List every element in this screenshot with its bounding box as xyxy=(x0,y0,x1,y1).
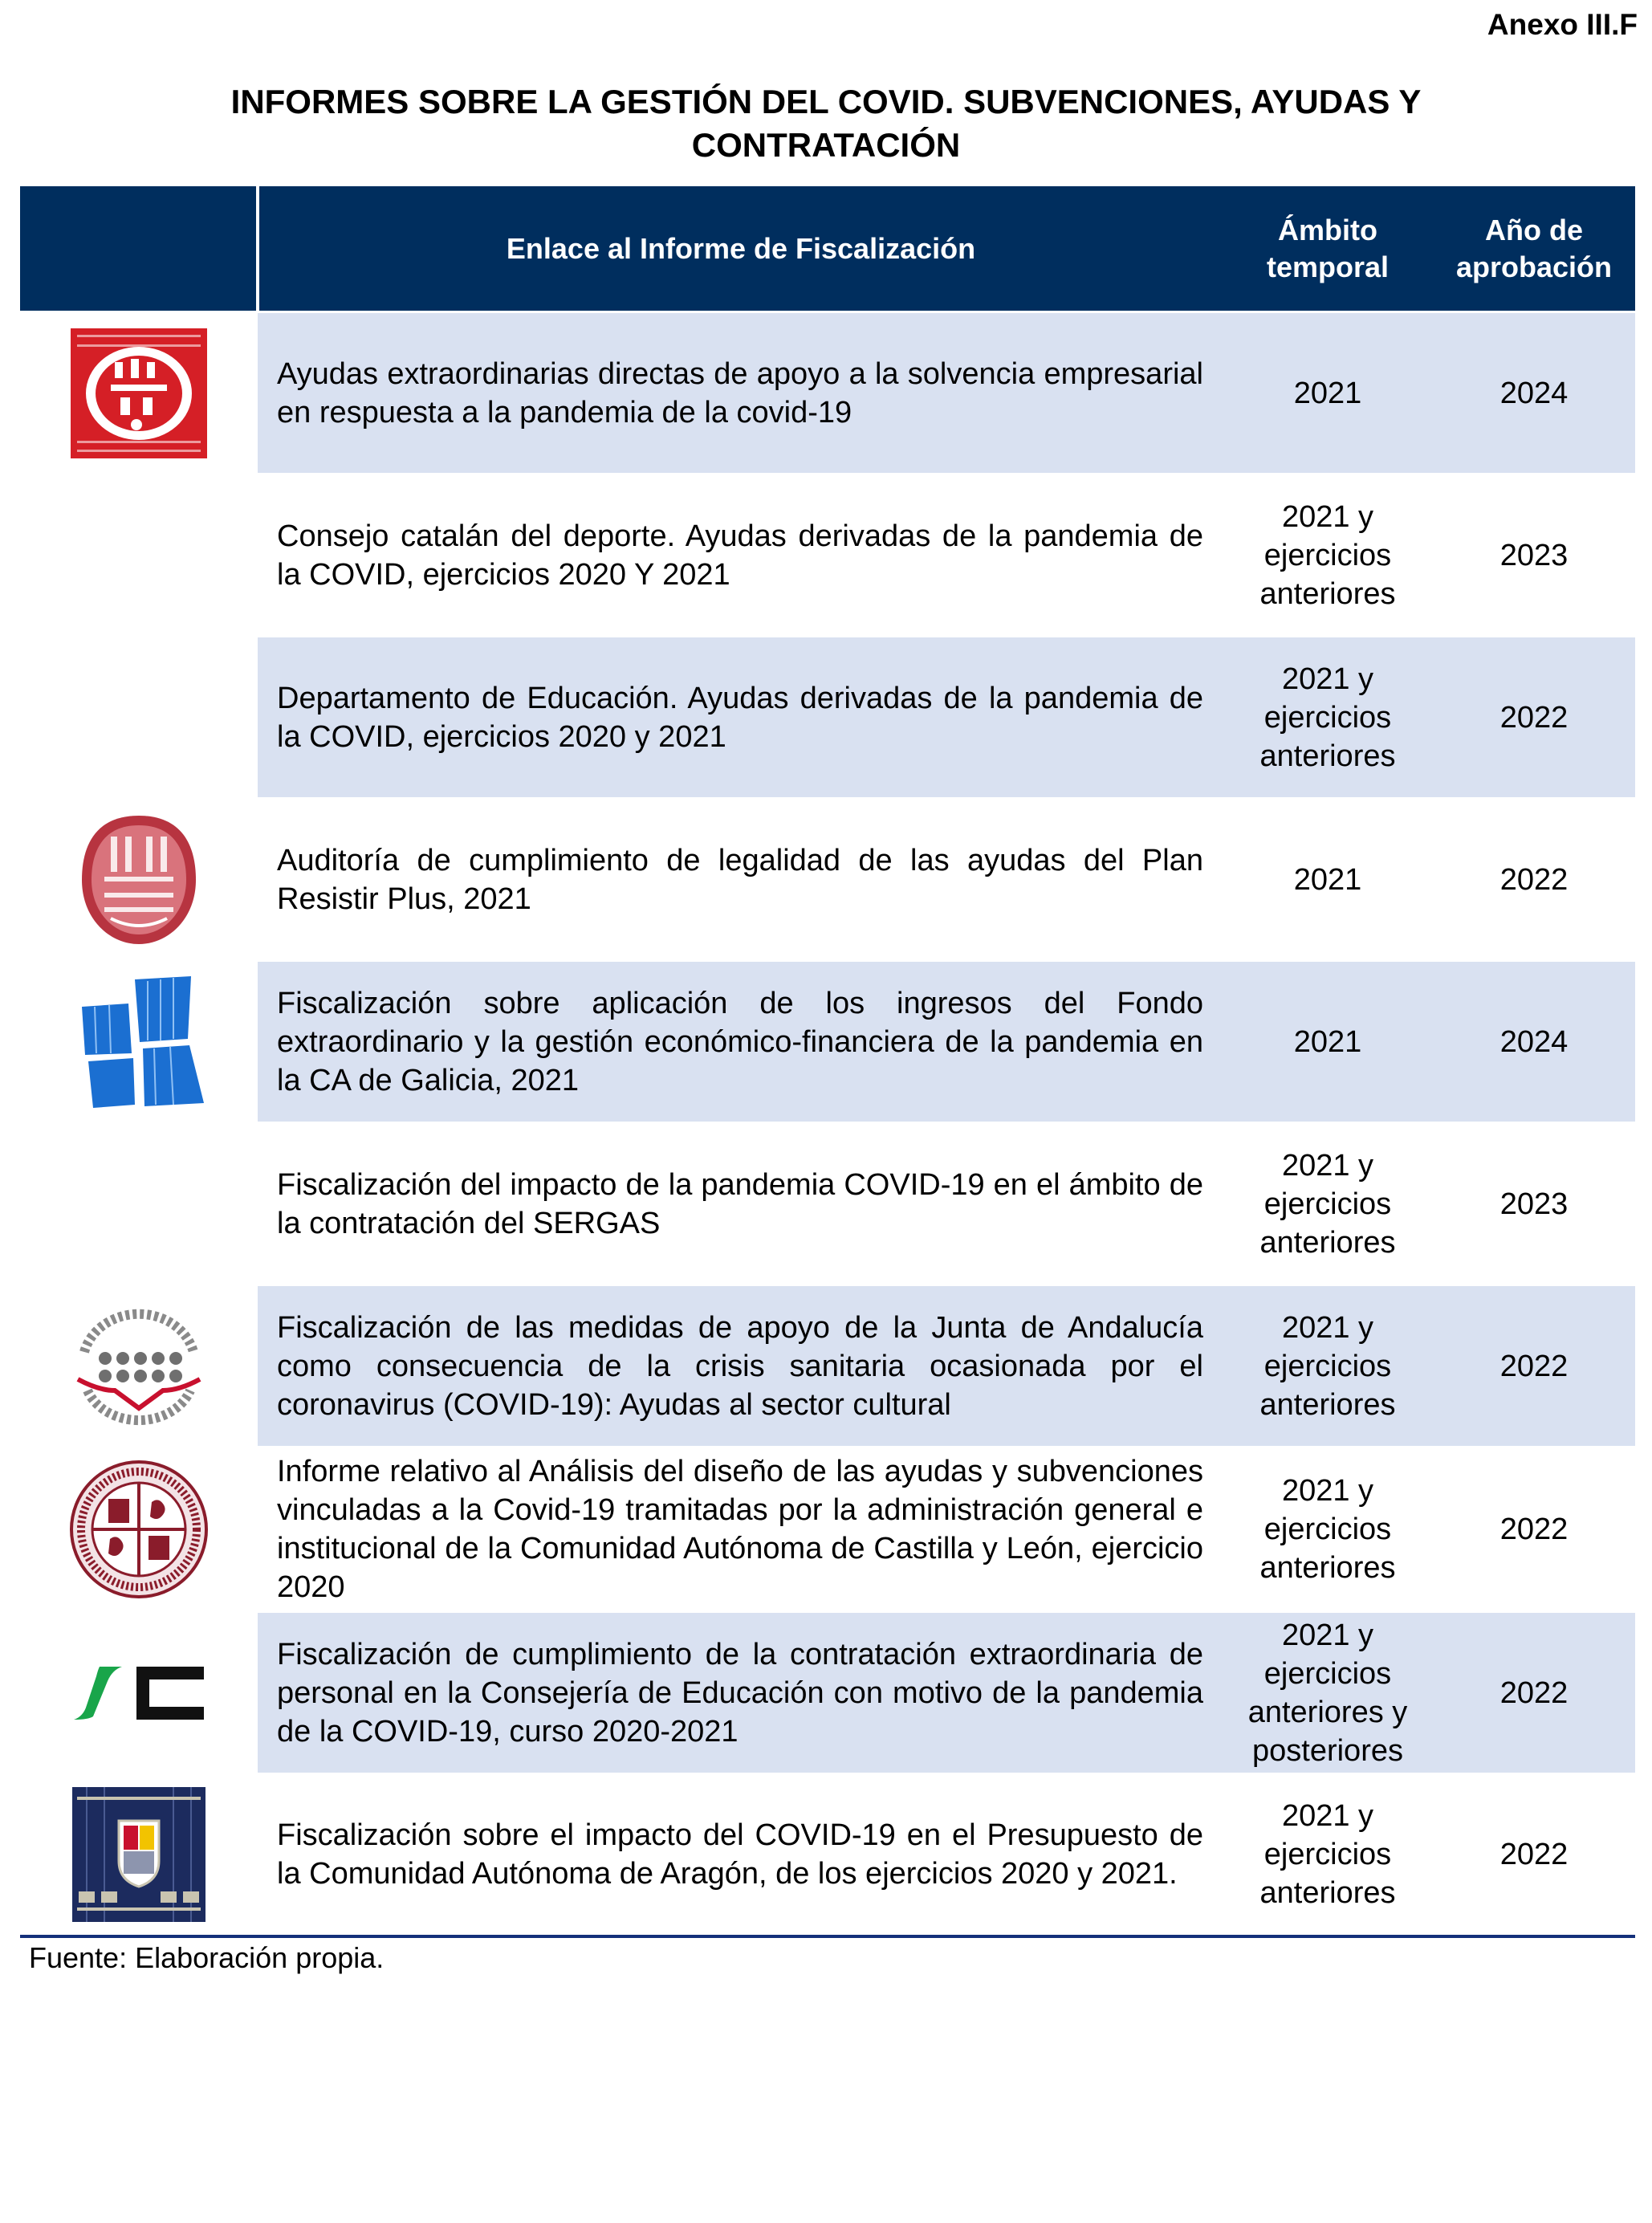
header-scope-line-1: Ámbito xyxy=(1278,213,1377,246)
header-logo-column xyxy=(20,186,258,312)
title-line-1: INFORMES SOBRE LA GESTIÓN DEL COVID. SUBVENCIONES, AYUDAS Y xyxy=(230,83,1422,120)
year-cell: 2023 xyxy=(1433,1123,1635,1285)
page-title xyxy=(88,80,1564,167)
table-row xyxy=(20,1123,1635,1285)
table-header-row xyxy=(20,186,1635,312)
year-cell: 2024 xyxy=(1433,961,1635,1123)
table-row xyxy=(20,1285,1635,1447)
table-row xyxy=(20,961,1635,1123)
annex-label: Anexo III.F xyxy=(1487,8,1638,41)
report-link[interactable]: Fiscalización del impacto de la pandemia COVID-19 en el ámbito de la contratación del SERGAS xyxy=(258,1123,1223,1285)
table-row xyxy=(20,1612,1635,1774)
year-cell: 2022 xyxy=(1433,637,1635,799)
table-row xyxy=(20,637,1635,799)
consejo-cuentas-castilla-leon-logo xyxy=(68,1459,210,1600)
scope-cell: 2021 y ejercicios anteriores xyxy=(1223,1774,1433,1936)
scope-cell: 2021 xyxy=(1223,799,1433,961)
report-link[interactable]: Fiscalización de cumplimiento de la contratación extraordinaria de personal en la Consejería de Educación con motivo de la pandemia de la COVID-19, curso 2020-2021 xyxy=(258,1612,1223,1774)
header-scope xyxy=(1223,186,1433,312)
logo-cell xyxy=(20,312,258,474)
logo-cell xyxy=(20,1774,258,1936)
table-row xyxy=(20,474,1635,637)
camara-cuentas-aragon-logo xyxy=(72,1787,205,1922)
scope-cell: 2021 y ejercicios anteriores xyxy=(1223,1285,1433,1447)
year-cell: 2022 xyxy=(1433,1285,1635,1447)
header-year xyxy=(1433,186,1635,312)
report-link[interactable]: Auditoría de cumplimiento de legalidad de las ayudas del Plan Resistir Plus, 2021 xyxy=(258,799,1223,961)
logo-cell xyxy=(20,1123,258,1285)
report-link[interactable]: Fiscalización sobre aplicación de los ingresos del Fondo extraordinario y la gestión económico-financiera de la pandemia en la CA de Galicia, 2021 xyxy=(258,961,1223,1123)
logo-cell xyxy=(20,1447,258,1612)
logo-cell xyxy=(20,474,258,637)
year-cell: 2023 xyxy=(1433,474,1635,637)
sindicatura-baleares-logo xyxy=(72,1665,205,1721)
report-link[interactable]: Informe relativo al Análisis del diseño de las ayudas y subvenciones vinculadas a la Covid-19 tramitadas por la administración general e institucional de la Comunidad Autónoma de Castilla y León, ejercicio 2020 xyxy=(258,1447,1223,1612)
reports-table xyxy=(20,186,1635,1938)
scope-cell: 2021 y ejercicios anteriores xyxy=(1223,1447,1433,1612)
table-row xyxy=(20,312,1635,474)
camara-cuentas-andalucia-logo xyxy=(67,1296,211,1437)
year-cell: 2022 xyxy=(1433,1774,1635,1936)
year-cell: 2022 xyxy=(1433,799,1635,961)
year-cell: 2022 xyxy=(1433,1612,1635,1774)
header-link: Enlace al Informe de Fiscalización xyxy=(258,186,1223,312)
report-link[interactable]: Departamento de Educación. Ayudas derivadas de la pandemia de la COVID, ejercicios 2020 y 2021 xyxy=(258,637,1223,799)
report-link[interactable]: Ayudas extraordinarias directas de apoyo a la solvencia empresarial en respuesta a la pandemia de la covid-19 xyxy=(258,312,1223,474)
consello-contas-galicia-logo xyxy=(71,975,207,1109)
year-cell: 2024 xyxy=(1433,312,1635,474)
table-row xyxy=(20,1774,1635,1936)
header-year-line-2: aprobación xyxy=(1455,250,1613,283)
logo-cell xyxy=(20,799,258,961)
logo-cell xyxy=(20,1285,258,1447)
scope-cell: 2021 y ejercicios anteriores xyxy=(1223,1123,1433,1285)
scope-cell: 2021 xyxy=(1223,312,1433,474)
source-note: Fuente: Elaboración propia. xyxy=(29,1941,385,1974)
header-year-line-1: Año de xyxy=(1485,213,1583,246)
year-cell: 2022 xyxy=(1433,1447,1635,1612)
table-row xyxy=(20,1447,1635,1612)
scope-cell: 2021 y ejercicios anteriores y posteriores xyxy=(1223,1612,1433,1774)
logo-cell xyxy=(20,637,258,799)
report-link[interactable]: Consejo catalán del deporte. Ayudas derivadas de la pandemia de la COVID, ejercicios 2020 Y 2021 xyxy=(258,474,1223,637)
title-line-2: CONTRATACIÓN xyxy=(691,126,961,164)
scope-cell: 2021 y ejercicios anteriores xyxy=(1223,474,1433,637)
report-link[interactable]: Fiscalización sobre el impacto del COVID-19 en el Presupuesto de la Comunidad Autónoma de Aragón, de los ejercicios 2020 y 2021. xyxy=(258,1774,1223,1936)
logo-cell xyxy=(20,961,258,1123)
scope-cell: 2021 xyxy=(1223,961,1433,1123)
sindicatura-valencia-logo xyxy=(79,812,199,947)
table-row xyxy=(20,799,1635,961)
report-link[interactable]: Fiscalización de las medidas de apoyo de la Junta de Andalucía como consecuencia de la crisis sanitaria ocasionada por el coronavirus (COVID-19): Ayudas al sector cultural xyxy=(258,1285,1223,1447)
scope-cell: 2021 y ejercicios anteriores xyxy=(1223,637,1433,799)
logo-cell xyxy=(20,1612,258,1774)
sindicatura-catalunya-logo xyxy=(71,328,207,458)
header-scope-line-2: temporal xyxy=(1266,250,1390,283)
